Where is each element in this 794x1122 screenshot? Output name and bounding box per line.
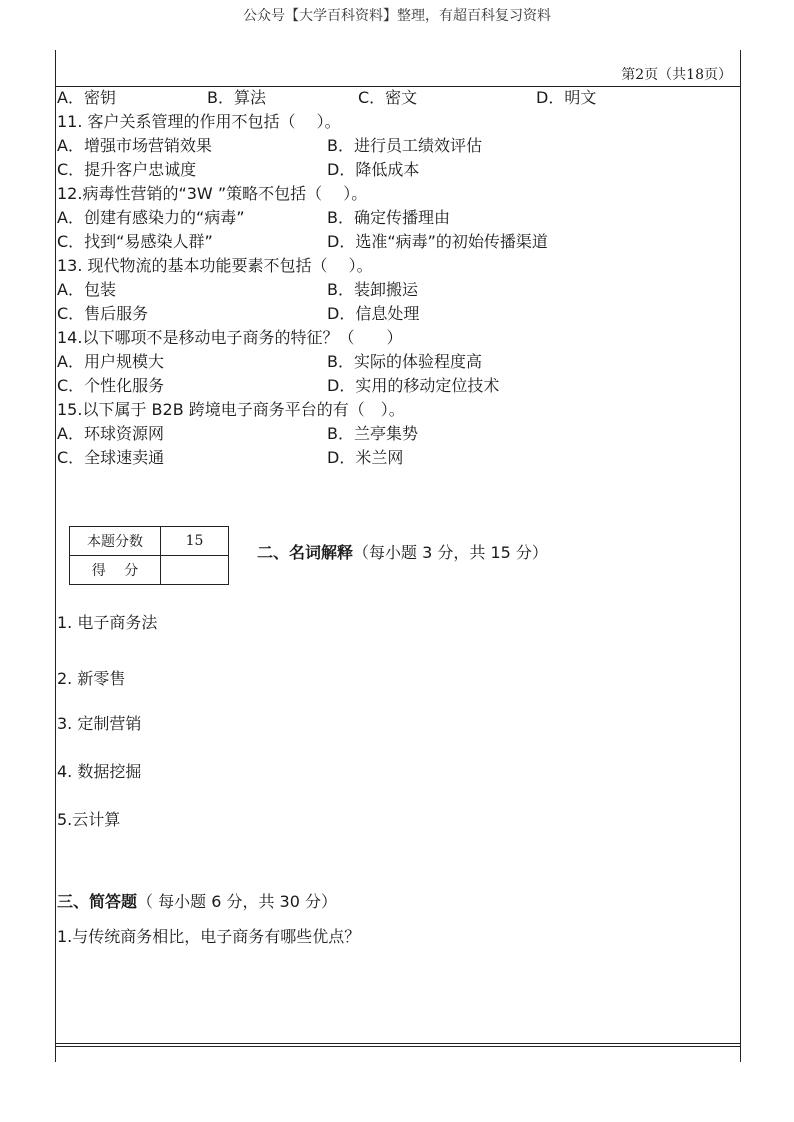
question-stem: 11. 客户关系管理的作用不包括（ ）。 (57, 112, 341, 131)
frame-bottom-line-2 (55, 1046, 740, 1047)
section-heading: 三、简答题 (57, 892, 138, 911)
option-b: B．进行员工绩效评估 (327, 136, 482, 155)
score-value: 15 (161, 527, 229, 556)
question-stem: 13. 现代物流的基本功能要素不包括（ ）。 (57, 256, 373, 275)
option-d: D．实用的移动定位技术 (327, 376, 500, 395)
score-label: 本题分数 (70, 527, 161, 556)
option-b: B．装卸搬运 (327, 280, 418, 299)
section-note: （每小题 3 分，共 15 分） (353, 543, 548, 562)
option-c: C．个性化服务 (57, 376, 165, 395)
term-item: 5.云计算 (57, 810, 121, 829)
section-heading: 二、名词解释 (257, 543, 354, 562)
option-c: C．找到“易感染人群” (57, 232, 213, 251)
section-title (257, 540, 548, 563)
earned-value (161, 556, 229, 585)
option-b: B．算法 (207, 88, 266, 107)
option-a: A．密钥 (57, 88, 116, 107)
section-note: （ 每小题 6 分，共 30 分） (137, 892, 337, 911)
option-a: A．创建有感染力的“病毒” (57, 208, 245, 227)
option-a: A．包装 (57, 280, 116, 299)
option-b: B．确定传播理由 (327, 208, 450, 227)
earned-label: 得 分 (70, 556, 161, 585)
term-item: 1. 电子商务法 (57, 613, 158, 632)
question-stem: 14.以下哪项不是移动电子商务的特征？（ ） (57, 328, 403, 347)
question-stem: 12.病毒性营销的“3W ”策略不包括（ ）。 (57, 184, 368, 203)
option-a: A．环球资源网 (57, 424, 164, 443)
option-c: C．密文 (358, 88, 418, 107)
term-item: 4. 数据挖掘 (57, 762, 142, 781)
section-title (57, 889, 337, 912)
page-number: 第2页（共18页） (621, 67, 732, 83)
option-c: C．提升客户忠诚度 (57, 160, 197, 179)
header-note: 公众号【大学百科资料】整理，有超百科复习资料 (243, 8, 551, 24)
option-d: D．明文 (536, 88, 597, 107)
frame-bottom-line (55, 1043, 740, 1044)
option-a: A．增强市场营销效果 (57, 136, 212, 155)
score-table (69, 526, 229, 585)
option-c: C．全球速卖通 (57, 448, 165, 467)
option-c: C．售后服务 (57, 304, 149, 323)
option-d: D．选准“病毒”的初始传播渠道 (327, 232, 548, 251)
short-answer-question: 1.与传统商务相比，电子商务有哪些优点？ (57, 927, 361, 946)
option-a: A．用户规模大 (57, 352, 164, 371)
option-d: D．降低成本 (327, 160, 420, 179)
option-d: D．米兰网 (327, 448, 404, 467)
term-item: 3. 定制营销 (57, 714, 142, 733)
question-stem: 15.以下属于 B2B 跨境电子商务平台的有（ ）。 (57, 400, 405, 419)
option-b: B．实际的体验程度高 (327, 352, 482, 371)
option-d: D．信息处理 (327, 304, 420, 323)
option-b: B．兰亭集势 (327, 424, 418, 443)
term-item: 2. 新零售 (57, 669, 126, 688)
